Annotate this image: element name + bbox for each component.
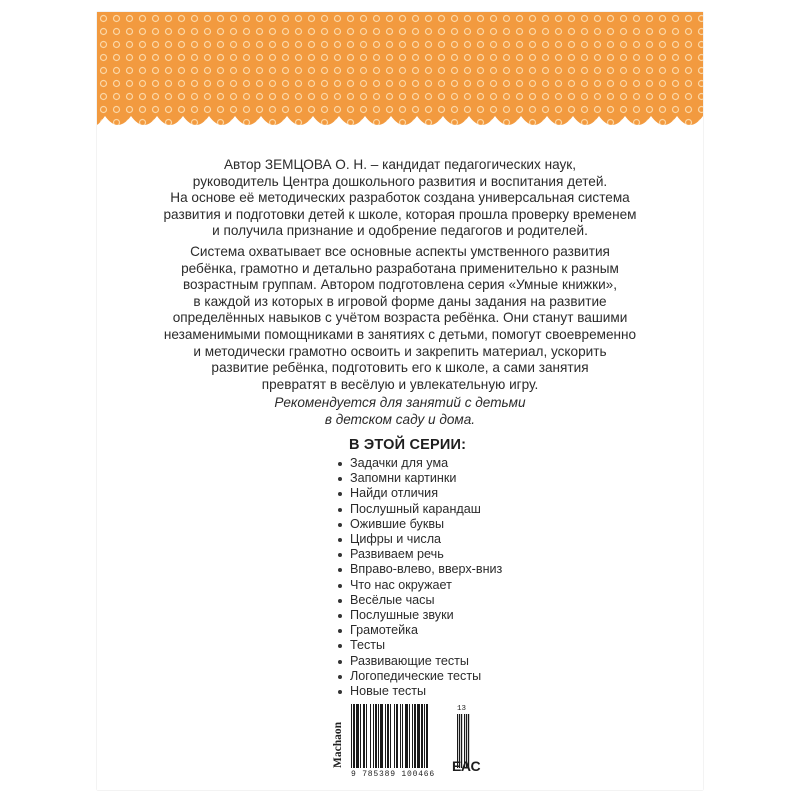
system-description	[97, 244, 703, 393]
series-item: Послушный карандаш	[337, 502, 502, 517]
series-item: Развивающие тесты	[337, 654, 502, 669]
isbn-digits: 9 785389 100466	[351, 770, 436, 779]
barcode-addon: 13	[457, 705, 467, 713]
recommendation	[97, 395, 703, 428]
series-item: Задачки для ума	[337, 456, 502, 471]
series-item: Цифры и числа	[337, 532, 502, 547]
series-item: Весёлые часы	[337, 593, 502, 608]
series-item: Ожившие буквы	[337, 517, 502, 532]
series-item: Новые тесты	[337, 684, 502, 699]
publisher-name: Machaon	[332, 722, 344, 768]
series-item: Найди отличия	[337, 486, 502, 501]
intro-line: и получила признание и одобрение педагогов и родителей.	[212, 223, 588, 239]
series-heading: В ЭТОЙ СЕРИИ:	[349, 437, 467, 453]
series-item: Послушные звуки	[337, 608, 502, 623]
description-line: превратят в весёлую и увлекательную игру.	[261, 376, 539, 392]
description-line: и методически грамотно освоить и закрепить материал, ускорить	[193, 343, 607, 359]
intro-line: На основе её методических разработок создана универсальная система	[170, 190, 630, 206]
description-line: незаменимыми помощниками в занятиях с детьми, помогут своевременно	[163, 326, 637, 342]
series-item: Тесты	[337, 638, 502, 653]
series-list	[337, 456, 502, 699]
series-item: Запомни картинки	[337, 471, 502, 486]
series-item: Вправо-влево, вверх-вниз	[337, 562, 502, 577]
series-item: Логопедические тесты	[337, 669, 502, 684]
series-item: Развиваем речь	[337, 547, 502, 562]
book-back-cover	[97, 12, 703, 790]
publisher-logo	[331, 704, 345, 786]
series-item: Грамотейка	[337, 623, 502, 638]
eac-certification-mark: EAC	[452, 758, 481, 774]
recommendation-line: в детском саду и дома.	[324, 411, 476, 427]
author-intro	[97, 157, 703, 240]
intro-line: Автор ЗЕМЦОВА О. Н. – кандидат педагогических наук,	[223, 157, 577, 172]
description-line: возрастным группам. Автором подготовлена серия «Умные книжки»,	[182, 277, 618, 293]
orange-scalloped-banner	[97, 12, 703, 130]
intro-line: руководитель Центра дошкольного развития и воспитания детей.	[192, 173, 608, 189]
description-line: в каждой из которых в игровой форме даны задания на развитие	[193, 293, 607, 309]
intro-line: развития и подготовки детей к школе, которая прошла проверку временем	[163, 206, 637, 222]
description-line: ребёнка, грамотно и детально разработана применительно к разным	[181, 260, 619, 276]
description-line: определённых навыков с учётом возраста ребёнка. Они станут вашими	[172, 310, 628, 326]
series-item: Что нас окружает	[337, 578, 502, 593]
description-line: развитие ребёнка, подготовить его к школе, а сами занятия	[211, 360, 589, 376]
recommendation-line: Рекомендуется для занятий с детьми	[274, 395, 526, 410]
description-line: Система охватывает все основные аспекты умственного развития	[190, 244, 610, 259]
